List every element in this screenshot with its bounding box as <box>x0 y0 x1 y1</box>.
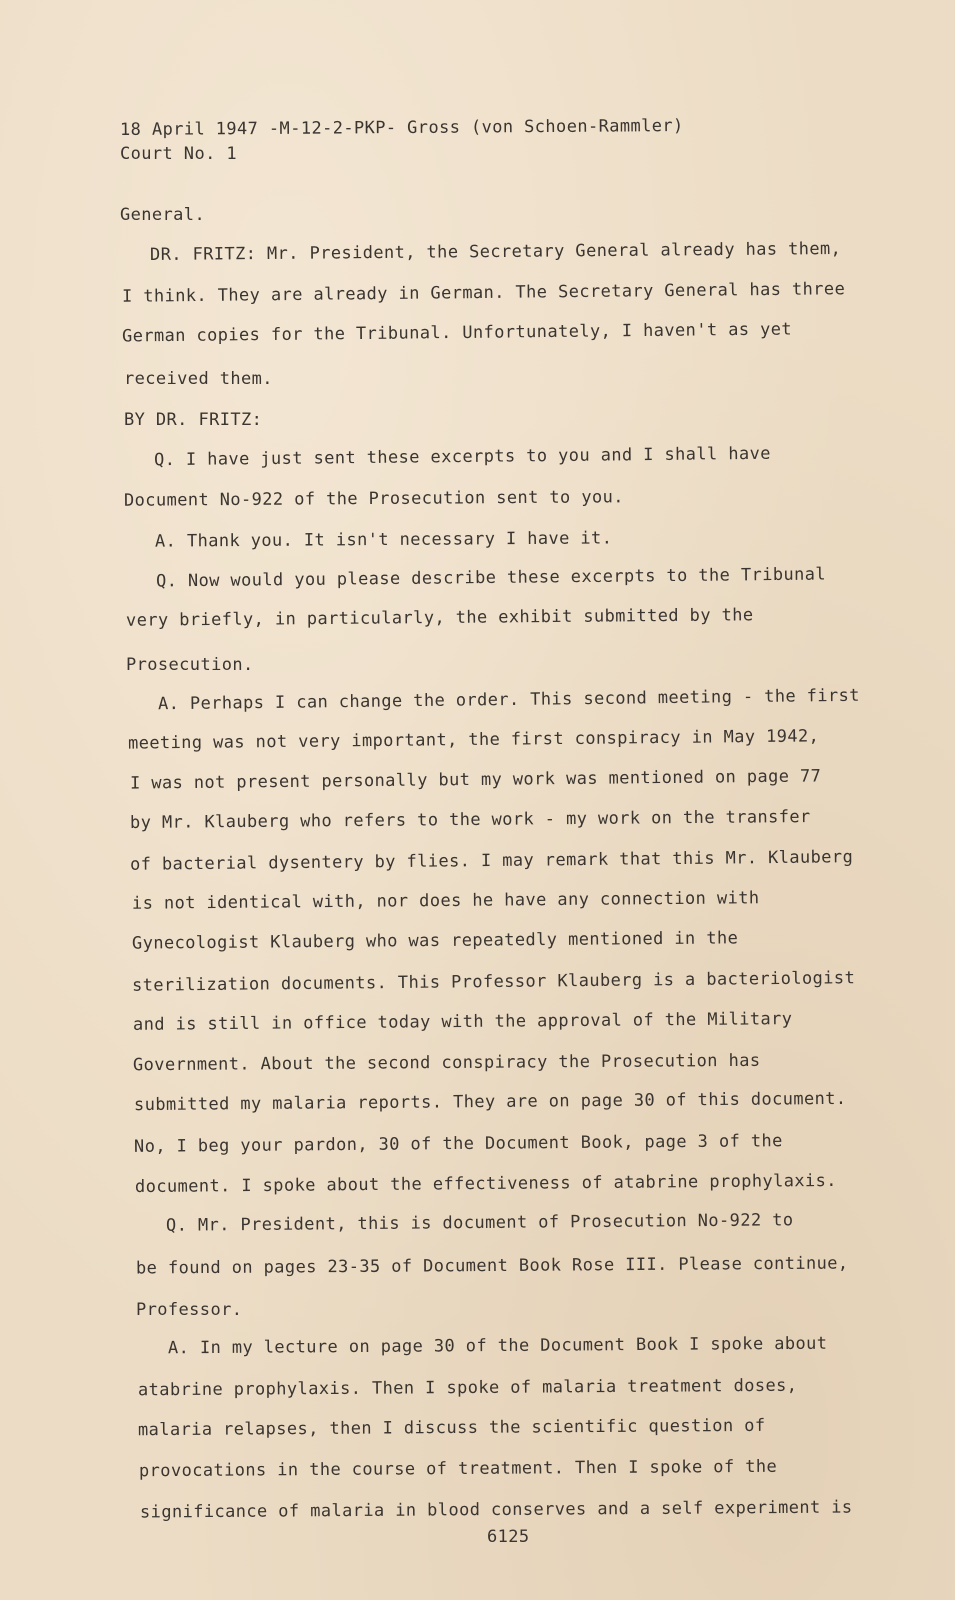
transcript-line: significance of malaria in blood conserves and a self experiment is <box>139 1497 853 1523</box>
transcript-line: I think. They are already in German. The Secretary General has three <box>121 279 846 307</box>
transcript-line: of bacterial dysentery by flies. I may remark that this Mr. Klauberg <box>129 847 854 875</box>
transcript-line: Prosecution. <box>126 655 254 675</box>
transcript-line: BY DR. FRITZ: <box>124 410 263 430</box>
transcript-line: is not identical with, nor does he have any connection with <box>131 888 760 914</box>
transcript-line: Professor. <box>136 1300 243 1320</box>
transcript-line: General. <box>120 205 206 225</box>
transcript-line: received them. <box>124 369 273 389</box>
transcript-line: malaria relapses, then I discuss the scientific question of <box>137 1415 766 1441</box>
transcript-line: Q. I have just sent these excerpts to you and I shall have <box>153 443 771 471</box>
transcript-line: submitted my malaria reports. They are on page 30 of this document. <box>133 1088 847 1116</box>
transcript-line: I was not present personally but my work was mentioned on page 77 <box>129 766 822 794</box>
page-number: 6125 <box>487 1527 530 1547</box>
transcript-line: Gynecologist Klauberg who was repeatedly mentioned in the <box>131 928 739 954</box>
transcript-line: A. In my lecture on page 30 of the Document Book I spoke about <box>167 1333 828 1359</box>
transcript-line: meeting was not very important, the first conspiracy in May 1942, <box>127 726 820 754</box>
transcript-line: A. Thank you. It isn't necessary I have it. <box>154 528 613 552</box>
transcript-line: No, I beg your pardon, 30 of the Document Book, page 3 of the <box>133 1131 783 1157</box>
transcript-line: Government. About the second conspiracy the Prosecution has <box>132 1050 761 1076</box>
transcript-line: very briefly, in particularly, the exhibit submitted by the <box>125 605 754 631</box>
transcript-line: A. Perhaps I can change the order. This second meeting - the first <box>157 685 861 715</box>
transcript-line: German copies for the Tribunal. Unfortunately, I haven't as yet <box>121 319 793 347</box>
transcript-line: and is still in office today with the approval of the Military <box>132 1009 793 1035</box>
transcript-line: Q. Now would you please describe these excerpts to the Tribunal <box>155 564 827 592</box>
transcript-line: sterilization documents. This Professor Klauberg is a bacteriologist <box>131 968 856 996</box>
transcript-line: document. I spoke about the effectiveness of atabrine prophylaxis. <box>134 1170 837 1198</box>
transcript-line: DR. FRITZ: Mr. President, the Secretary General already has them, <box>149 238 842 266</box>
header-date-line: 18 April 1947 -M-12-2-PKP- Gross (von Schoen-Rammler) <box>119 116 684 140</box>
transcript-line: atabrine prophylaxis. Then I spoke of malaria treatment doses, <box>137 1375 798 1401</box>
transcript-line: Q. Mr. President, this is document of Prosecution No-922 to <box>165 1210 794 1236</box>
transcript-line: be found on pages 23-35 of Document Book Rose III. Please continue, <box>135 1253 849 1279</box>
header-court-line: Court No. 1 <box>120 144 237 164</box>
transcript-line: Document No-922 of the Prosecution sent to you. <box>123 487 624 511</box>
transcript-line: by Mr. Klauberg who refers to the work - my work on the transfer <box>129 807 811 833</box>
transcript-line: provocations in the course of treatment. Then I spoke of the <box>138 1456 778 1482</box>
